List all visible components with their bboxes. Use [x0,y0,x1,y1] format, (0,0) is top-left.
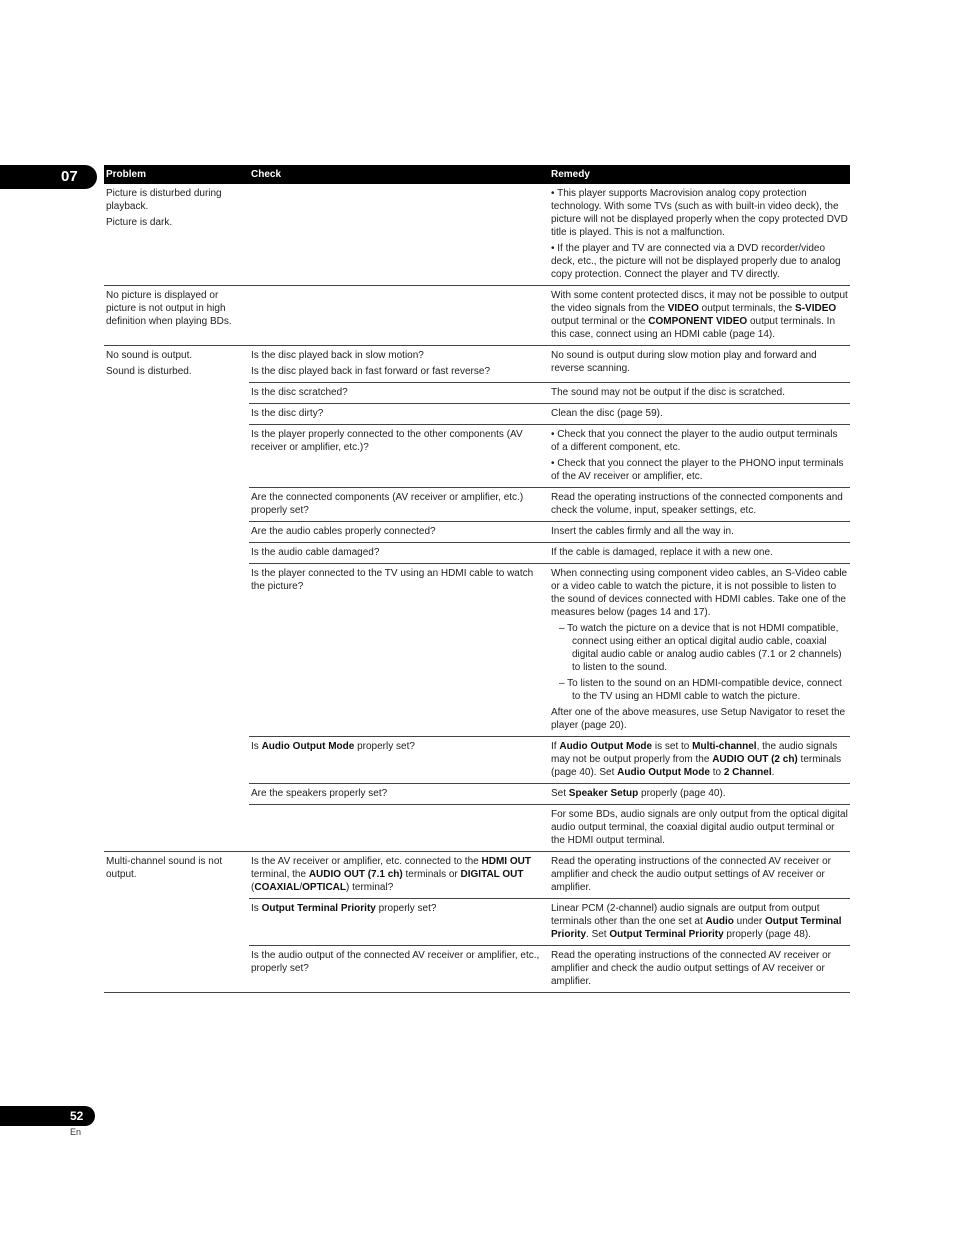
language-label: En [70,1127,82,1137]
table-row [104,383,850,404]
remedy-text: • This player supports Macrovision analog copy protection technology. With some TVs (such as with built-in video deck), the picture will not be displayed properly when the copy protected DVD title is played. This is not a malfunction. [551,188,848,238]
remedy-text: • If the player and TV are connected via a DVD recorder/video deck, etc., the picture will not be displayed properly due to analog copy protection. Connect the player and TV directly. [551,243,841,280]
table-row [104,784,850,805]
remedy-cell [549,184,850,286]
table-row [104,564,850,737]
table-row [104,184,850,286]
header-check: Check [249,165,549,184]
remedy-text: After one of the above measures, use Setup Navigator to reset the player (page 20). [551,707,846,731]
table-row [104,286,850,346]
problem-text: Picture is dark. [106,217,173,228]
page-number: 52 [70,1109,84,1123]
problem-text: Picture is disturbed during playback. [106,188,222,212]
check-cell: Are the speakers properly set? [249,784,549,805]
remedy-cell: The sound may not be output if the disc is scratched. [549,383,850,404]
table-row [104,404,850,425]
check-cell: Is Output Terminal Priority properly set? [249,899,549,946]
header-remedy: Remedy [549,165,850,184]
remedy-cell: If the cable is damaged, replace it with a new one. [549,543,850,564]
remedy-cell: For some BDs, audio signals are only output from the optical digital audio output terminal, the coaxial digital audio output terminal or the HDMI output terminal. [549,805,850,852]
problem-cell [104,286,249,346]
table-row [104,488,850,522]
check-cell [249,346,549,383]
table-row [104,805,850,852]
chapter-tab [0,165,97,189]
check-cell [249,805,549,852]
problem-cell [104,346,249,383]
check-text: Is the disc played back in fast forward or fast reverse? [251,366,490,377]
check-cell: Is the disc dirty? [249,404,549,425]
remedy-text: No sound is output during slow motion play and forward and reverse scanning. [551,350,817,374]
table-row [104,946,850,993]
chapter-number: 07 [61,168,78,185]
check-cell: Are the connected components (AV receiver or amplifier, etc.) properly set? [249,488,549,522]
table-header [104,165,850,184]
remedy-cell [549,346,850,383]
remedy-text: – To listen to the sound on an HDMI-compatible device, connect to the TV using an HDMI cable to watch the picture. [559,678,842,702]
remedy-cell: Set Speaker Setup properly (page 40). [549,784,850,805]
problem-text: Sound is disturbed. [106,366,192,377]
check-cell: Is the AV receiver or amplifier, etc. connected to the HDMI OUT terminal, the AUDIO OUT (7.1 ch) terminals or DIGITAL OUT (COAXIAL/OPTICAL) terminal? [249,852,549,899]
check-cell: Is Audio Output Mode properly set? [249,737,549,784]
remedy-text: When connecting using component video cables, an S-Video cable or a video cable to watch the picture, it is not possible to listen to the sound of devices connected with HDMI cables. Take one of the measures below (pages 14 and 17). [551,568,848,618]
problem-text: No picture is displayed or picture is not output in high definition when playing BDs. [106,290,232,327]
header-problem: Problem [104,165,249,184]
check-text: Is the disc played back in slow motion? [251,350,424,361]
page-number-tab [0,1106,95,1126]
troubleshooting-table [104,165,850,993]
table-row [104,346,850,383]
remedy-cell: Read the operating instructions of the connected AV receiver or amplifier and check the audio output settings of AV receiver or amplifier. [549,852,850,899]
check-cell: Is the audio output of the connected AV receiver or amplifier, etc., properly set? [249,946,549,993]
remedy-cell: Clean the disc (page 59). [549,404,850,425]
table-row [104,737,850,784]
check-cell: Are the audio cables properly connected? [249,522,549,543]
problem-text: Multi-channel sound is not output. [106,856,223,880]
table-row [104,852,850,899]
remedy-text: – To watch the picture on a device that is not HDMI compatible, connect using either an optical digital audio cable, coaxial digital audio cable or analog audio cables (7.1 or 2 channels) to listen to the sound. [559,623,842,673]
remedy-text: • Check that you connect the player to the audio output terminals of a different component, etc. [551,429,838,453]
check-cell: Is the disc scratched? [249,383,549,404]
remedy-cell: Read the operating instructions of the connected AV receiver or amplifier and check the audio output settings of AV receiver or amplifier. [549,946,850,993]
table-row [104,543,850,564]
check-cell: Is the player connected to the TV using an HDMI cable to watch the picture? [249,564,549,737]
check-cell: Is the player properly connected to the other components (AV receiver or amplifier, etc.)? [249,425,549,488]
remedy-cell [549,286,850,346]
problem-cell [104,184,249,286]
table-row [104,899,850,946]
problem-cell [104,852,249,899]
check-cell [249,286,549,346]
remedy-cell: Insert the cables firmly and all the way in. [549,522,850,543]
check-cell: Is the audio cable damaged? [249,543,549,564]
remedy-cell [549,564,850,737]
problem-text: No sound is output. [106,350,193,361]
table-row [104,425,850,488]
remedy-text: With some content protected discs, it may not be possible to output the video signals from the VIDEO output terminals, the S-VIDEO output terminal or the COMPONENT VIDEO output terminals. In this case, connect using an HDMI cable (page 14). [551,290,848,340]
table-row [104,522,850,543]
remedy-cell: Linear PCM (2-channel) audio signals are output from output terminals other than the one set at Audio under Output Terminal Priority. Set Output Terminal Priority properly (page 48). [549,899,850,946]
remedy-cell [549,425,850,488]
check-cell [249,184,549,286]
remedy-text: • Check that you connect the player to the PHONO input terminals of the AV receiver or amplifier, etc. [551,458,844,482]
remedy-cell: If Audio Output Mode is set to Multi-channel, the audio signals may not be output properly from the AUDIO OUT (2 ch) terminals (page 40). Set Audio Output Mode to 2 Channel. [549,737,850,784]
remedy-cell: Read the operating instructions of the connected components and check the volume, input, speaker settings, etc. [549,488,850,522]
